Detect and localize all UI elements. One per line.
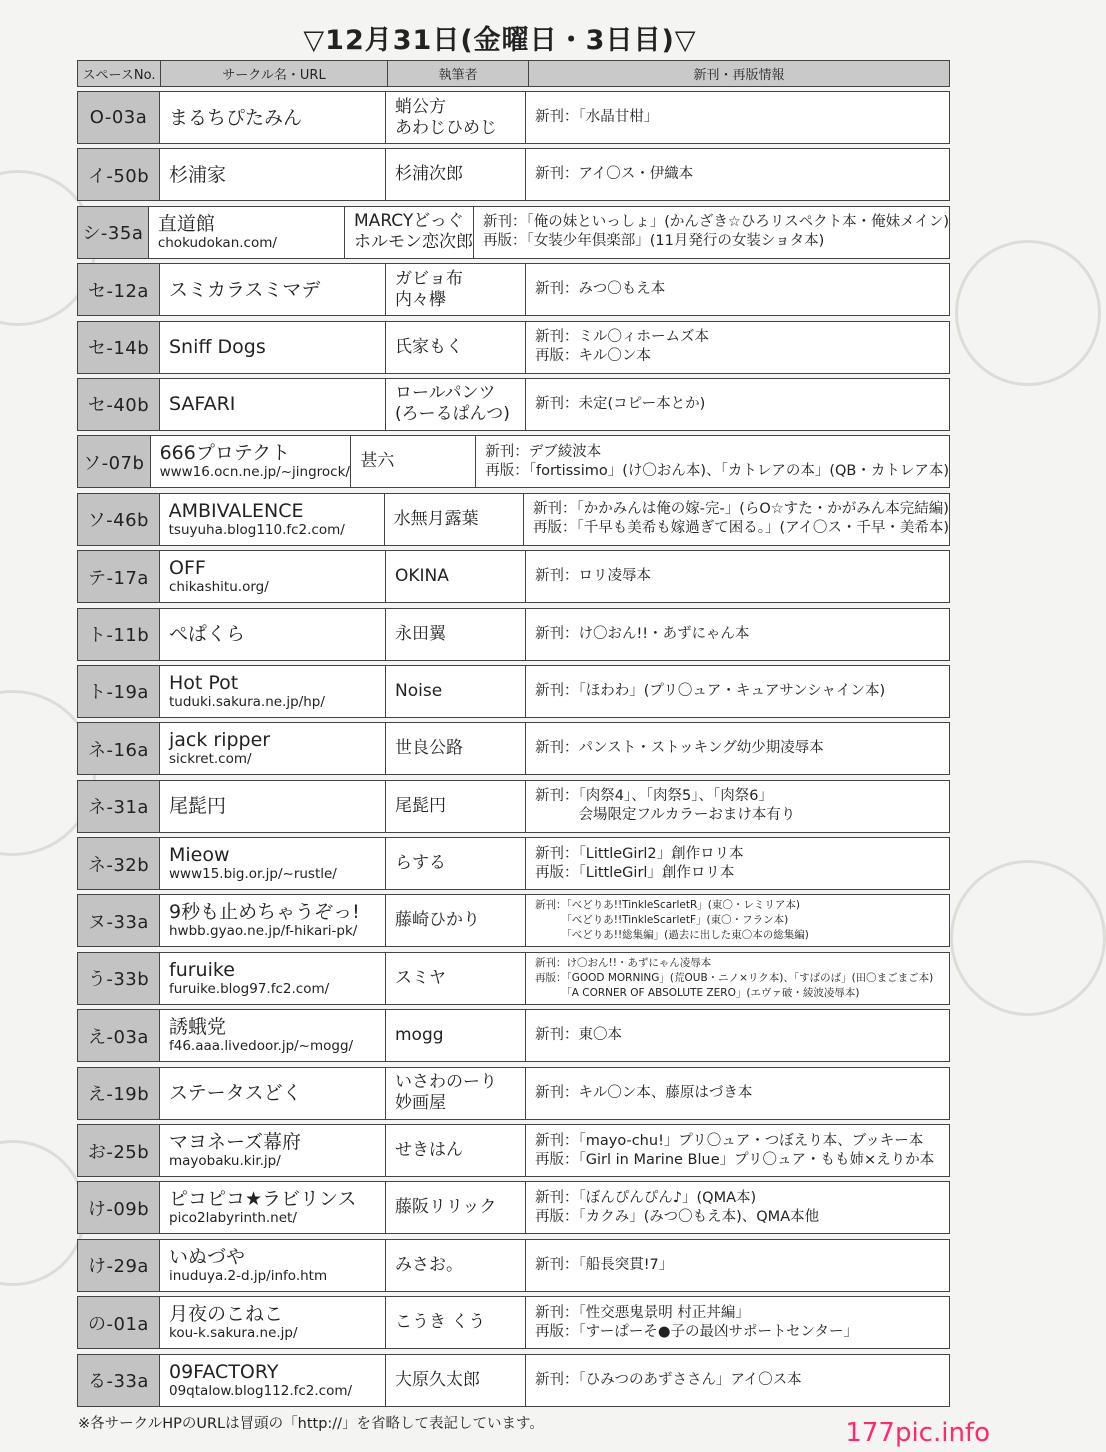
circle-name: いぬづや (169, 1245, 246, 1268)
release-info-cell (474, 207, 949, 258)
author-cell (386, 1297, 526, 1348)
author-cell (386, 838, 526, 889)
table-row (77, 952, 950, 1005)
header-circle: サークル名・URL (161, 61, 388, 86)
table-row (77, 206, 950, 259)
author-cell (386, 551, 526, 602)
header-author: 執筆者 (388, 61, 529, 86)
author-name: 世良公路 (395, 738, 463, 759)
release-info-line: 新刊：「俺の妹といっしょ」(かんざき☆ひろリスペクト本・俺妹メイン) (483, 214, 949, 231)
author-cell (386, 609, 526, 660)
circle-cell (160, 1182, 386, 1233)
release-info-line: 新刊：「ほわわ」(プリ〇ュア・キュアサンシャイン本) (535, 682, 886, 699)
author-name: MARCYどっぐ (354, 211, 464, 232)
author-cell (386, 1182, 526, 1233)
table-row (77, 263, 950, 316)
table-row (77, 1354, 950, 1407)
table-row (77, 894, 950, 947)
circle-cell (160, 781, 386, 832)
table-row (77, 1296, 950, 1349)
release-info-cell (526, 1010, 949, 1061)
header-space: スペースNo. (78, 61, 161, 86)
circle-cell (160, 322, 386, 373)
background-decoration (950, 860, 1106, 1016)
table-row (77, 722, 950, 775)
circle-cell (160, 1240, 386, 1291)
circle-url: hwbb.gyao.ne.jp/f-hikari-pk/ (169, 923, 358, 940)
author-cell (386, 264, 526, 315)
author-cell (386, 895, 526, 946)
release-info-cell (524, 494, 949, 545)
watermark: 177pic.info (845, 1418, 990, 1448)
circle-name: 9秒も止めちゃうぞっ! (169, 901, 360, 924)
author-cell (386, 781, 526, 832)
release-info-cell (526, 953, 949, 1004)
space-number: ネ-16a (78, 723, 160, 774)
table-row (77, 608, 950, 661)
release-info-line: 新刊：「船長突貫!7」 (535, 1256, 674, 1273)
circle-name: AMBIVALENCE (168, 499, 304, 522)
author-cell (386, 92, 526, 143)
circle-name: 月夜のこねこ (169, 1303, 284, 1326)
background-decoration (955, 240, 1101, 386)
table-row (77, 665, 950, 718)
circle-cell (160, 92, 386, 143)
circle-cell (160, 1125, 386, 1176)
circle-url: chokudokan.com/ (157, 234, 277, 251)
release-info-line: 再版：「カクみ」(みつ〇もえ本)、QMA本他 (535, 1208, 820, 1225)
author-name: ロールパンツ (395, 383, 496, 404)
circle-cell (160, 1297, 386, 1348)
release-info-line: 新刊：デブ綾波本 (485, 443, 602, 460)
release-info-cell (476, 436, 949, 487)
circle-name: furuike (169, 958, 235, 981)
release-info-line: 会場限定フルカラーおまけ本有り (535, 807, 796, 824)
author-name: OKINA (395, 566, 449, 587)
space-number: る-33a (78, 1355, 160, 1406)
table-row (77, 550, 950, 603)
author-name: 尾髭円 (395, 795, 446, 816)
release-info-line: 新刊：「ひみつのあずささん」アイ〇ス本 (535, 1371, 802, 1388)
circle-url: sickret.com/ (169, 751, 252, 768)
space-number: ネ-32b (78, 838, 160, 889)
space-number: ヌ-33a (78, 895, 160, 946)
release-info-line: 新刊：「ぼんぴんぴん♪」(QMA本) (535, 1189, 757, 1206)
space-number: ソ-07b (78, 436, 151, 487)
space-number: セ-40b (78, 379, 160, 430)
author-cell (386, 322, 526, 373)
release-info-line: 新刊：未定(コピー本とか) (535, 395, 706, 412)
author-name: 氏家もく (395, 336, 463, 357)
release-info-line: 新刊：け〇おん!!・あずにゃん凌辱本 (535, 956, 712, 969)
space-number: け-29a (78, 1240, 160, 1291)
circle-url: 09qtalow.blog112.fc2.com/ (169, 1382, 353, 1399)
release-info-line: 新刊：「性交悪鬼景明 村正丼編」 (535, 1304, 750, 1321)
author-name: 杉浦次郎 (395, 164, 463, 185)
release-info-cell (526, 149, 949, 200)
table-row (77, 435, 950, 488)
space-number: イ-50b (78, 149, 160, 200)
circle-name: 杉浦家 (169, 163, 227, 186)
circle-url: f46.aaa.livedoor.jp/~mogg/ (169, 1038, 354, 1055)
circle-cell (160, 149, 386, 200)
release-info-line: 新刊：東〇本 (535, 1027, 622, 1044)
circle-cell (160, 1010, 386, 1061)
author-name: 藤崎ひかり (395, 910, 480, 931)
table-row (77, 1009, 950, 1062)
author-cell (386, 1355, 526, 1406)
author-name: あわじひめじ (395, 117, 497, 138)
author-cell (351, 436, 476, 487)
release-info-cell (526, 1182, 949, 1233)
space-number: え-03a (78, 1010, 160, 1061)
release-info-line: 「A CORNER OF ABSOLUTE ZERO」(エヴァ破・綾波凌辱本) (535, 986, 860, 999)
circle-cell (149, 207, 345, 258)
table-row (77, 1067, 950, 1120)
page-title: ▽12月31日(金曜日・3日目)▽ (303, 25, 697, 56)
space-number: う-33b (78, 953, 160, 1004)
release-info-line: 新刊：「肉祭4」、「肉祭5」、「肉祭6」 (535, 788, 773, 805)
release-info-line: 新刊：「かかみんは俺の嫁-完-」(らO☆すた・かがみん本完結編) (533, 501, 949, 518)
author-name: せきはん (395, 1140, 463, 1161)
author-name: みさお。 (395, 1254, 463, 1275)
release-info-cell (526, 781, 949, 832)
circle-name: ピコピコ★ラビリンス (169, 1188, 357, 1211)
circle-cell (160, 953, 386, 1004)
author-cell (386, 1010, 526, 1061)
release-info-cell (526, 895, 949, 946)
release-info-line: 新刊：ミル〇ィホームズ本 (535, 329, 709, 346)
circle-name: ぺぱくら (169, 623, 246, 646)
release-info-cell (526, 1068, 949, 1119)
release-info-cell (526, 1125, 949, 1176)
space-number: ト-19a (78, 666, 160, 717)
release-info-cell (526, 379, 949, 430)
circle-url: tsuyuha.blog110.fc2.com/ (168, 521, 345, 538)
release-info-cell (526, 723, 949, 774)
circle-url: kou-k.sakura.ne.jp/ (169, 1325, 298, 1342)
circle-cell (160, 379, 386, 430)
circle-cell (160, 895, 386, 946)
table-row (77, 321, 950, 374)
circle-name: Sniff Dogs (169, 336, 266, 359)
circle-url: chikashitu.org/ (169, 579, 269, 596)
circle-cell (160, 609, 386, 660)
author-cell (345, 207, 474, 258)
author-name: 藤阪リリック (395, 1197, 497, 1218)
circle-cell (160, 1355, 386, 1406)
space-number: セ-14b (78, 322, 160, 373)
space-number: の-01a (78, 1297, 160, 1348)
author-name: らする (395, 853, 446, 874)
release-info-line: 新刊：「mayo-chu!」プリ〇ュア・つぼえり本、ブッキー本 (535, 1132, 924, 1149)
circle-cell (160, 551, 386, 602)
release-info-line: 再版：「Girl in Marine Blue」プリ〇ュア・もも姉×えりか本 (535, 1151, 935, 1168)
release-info-line: 再版：キル〇ン本 (535, 348, 651, 365)
circle-cell (160, 666, 386, 717)
release-info-line: 再版：「千早も美希も嫁過ぎて困る。」(アイ〇ス・千早・美希本) (533, 520, 950, 537)
space-number: ネ-31a (78, 781, 160, 832)
circle-url: pico2labyrinth.net/ (169, 1210, 297, 1227)
release-info-line: 再版：「LittleGirl」創作ロリ本 (535, 864, 735, 881)
author-cell (385, 494, 524, 545)
author-name: 水無月露葉 (393, 508, 479, 529)
space-number: え-19b (78, 1068, 160, 1119)
release-info-cell (526, 322, 949, 373)
author-cell (386, 953, 526, 1004)
author-name: (ろーるぱんつ) (395, 404, 510, 425)
author-name: いさわのーり (395, 1072, 497, 1093)
space-number: ト-11b (78, 609, 160, 660)
release-info-cell (526, 1240, 949, 1291)
circle-url: furuike.blog97.fc2.com/ (169, 980, 330, 997)
background-decoration (0, 1140, 86, 1286)
release-info-line: 「べどりあ!!TinkleScarletF」(東〇・フラン本) (535, 914, 789, 927)
table-row (77, 493, 950, 546)
release-info-line: 新刊：「べどりあ!!TinkleScarletR」(東〇・レミリア本) (535, 899, 800, 912)
table-row (77, 1124, 950, 1177)
circle-table (77, 91, 950, 1411)
release-info-cell (526, 1297, 949, 1348)
author-cell (386, 1125, 526, 1176)
space-number: テ-17a (78, 551, 160, 602)
circle-name: 666プロテクト (159, 442, 291, 465)
circle-cell (160, 1068, 386, 1119)
release-info-line: 「べどりあ!!総集編」(過去に出した東〇本の総集編) (535, 929, 809, 942)
release-info-line: 新刊：「水晶甘柑」 (535, 109, 659, 125)
table-header (77, 60, 950, 87)
release-info-line: 新刊：パンスト・ストッキング幼少期凌辱本 (535, 740, 824, 757)
release-info-line: 新刊：キル〇ン本、藤原はづき本 (535, 1084, 753, 1101)
circle-cell (160, 838, 386, 889)
release-info-line: 新刊：みつ〇もえ本 (535, 281, 666, 298)
circle-name: 誘蛾党 (169, 1016, 227, 1039)
header-info: 新刊・再版情報 (693, 68, 785, 83)
space-number: シ-35a (78, 207, 149, 258)
author-cell (386, 379, 526, 430)
circle-cell (160, 494, 385, 545)
table-row (77, 780, 950, 833)
table-row (77, 91, 950, 144)
circle-name: jack ripper (169, 729, 271, 752)
circle-name: Hot Pot (169, 671, 239, 694)
author-name: こうき くう (395, 1312, 486, 1333)
circle-name: 尾髭円 (169, 795, 227, 818)
release-info-cell (526, 1355, 949, 1406)
space-number: け-09b (78, 1182, 160, 1233)
circle-name: OFF (169, 557, 206, 580)
release-info-line: 再版：「すーぱーそ●子の最凶サポートセンター」 (535, 1323, 858, 1340)
table-row (77, 1181, 950, 1234)
space-number: セ-12a (78, 264, 160, 315)
author-name: 大原久太郎 (395, 1369, 480, 1390)
circle-url: tuduki.sakura.ne.jp/hp/ (169, 693, 325, 710)
circle-name: マヨネーズ幕府 (169, 1131, 302, 1154)
circle-url: www15.big.or.jp/~rustle/ (169, 866, 337, 883)
author-cell (386, 1240, 526, 1291)
author-cell (386, 666, 526, 717)
circle-cell (151, 436, 352, 487)
circle-url: mayobaku.kir.jp/ (169, 1153, 281, 1170)
release-info-cell (526, 838, 949, 889)
author-name: スミヤ (395, 967, 446, 988)
release-info-cell (526, 264, 949, 315)
circle-name: Mieow (169, 844, 230, 867)
table-row (77, 148, 950, 201)
space-number: お-25b (78, 1125, 160, 1176)
circle-name: ステータスどく (169, 1082, 302, 1105)
circle-url: inuduya.2-d.jp/info.htm (169, 1267, 328, 1284)
release-info-line: 再版：「女装少年倶楽部」(11月発行の女装ショタ本) (483, 233, 825, 250)
release-info-line: 新刊：ロリ凌辱本 (535, 568, 651, 585)
author-name: 蛸公方 (395, 96, 446, 117)
circle-name: まるちぴたみん (169, 106, 303, 129)
release-info-line: 新刊：アイ〇ス・伊織本 (535, 166, 694, 183)
table-row (77, 1239, 950, 1292)
author-name: ホルモン恋次郎 (354, 232, 474, 253)
release-info-line: 新刊：「LittleGirl2」創作ロリ本 (535, 845, 744, 862)
circle-name: 09FACTORY (169, 1360, 279, 1383)
release-info-cell (526, 609, 949, 660)
release-info-cell (526, 666, 949, 717)
release-info-cell (526, 551, 949, 602)
author-cell (386, 149, 526, 200)
release-info-line: 再版：「GOOD MORNING」(荒OUB・ニノ×リク本)、「すばのば」(田〇まごまご本) (535, 971, 934, 984)
circle-name: SAFARI (169, 393, 236, 416)
table-row (77, 378, 950, 431)
release-info-cell (526, 92, 949, 143)
circle-cell (160, 264, 386, 315)
footnote: ※各サークルHPのURLは冒頭の「http://」を省略して表記しています。 (78, 1416, 544, 1432)
circle-name: スミカラスミマデ (169, 278, 321, 301)
release-info-line: 新刊：け〇おん!!・あずにゃん本 (535, 625, 750, 642)
author-cell (386, 1068, 526, 1119)
circle-name: 直道館 (157, 212, 215, 235)
space-number: O-03a (78, 92, 160, 143)
author-name: 妙画屋 (395, 1093, 446, 1114)
author-name: ガビョ布 (395, 268, 463, 289)
release-info-line: 再版：「fortissimo」(け〇おん本)、「カトレアの本」(QB・カトレア本) (485, 462, 949, 479)
author-name: 甚六 (360, 451, 395, 472)
author-cell (386, 723, 526, 774)
author-name: Noise (395, 680, 443, 701)
author-name: 永田翼 (395, 623, 446, 644)
author-name: mogg (395, 1025, 444, 1046)
circle-url: www16.ocn.ne.jp/~jingrock/ (159, 464, 350, 481)
space-number: ソ-46b (78, 494, 160, 545)
author-name: 内々欅 (395, 289, 446, 310)
circle-cell (160, 723, 386, 774)
table-row (77, 837, 950, 890)
